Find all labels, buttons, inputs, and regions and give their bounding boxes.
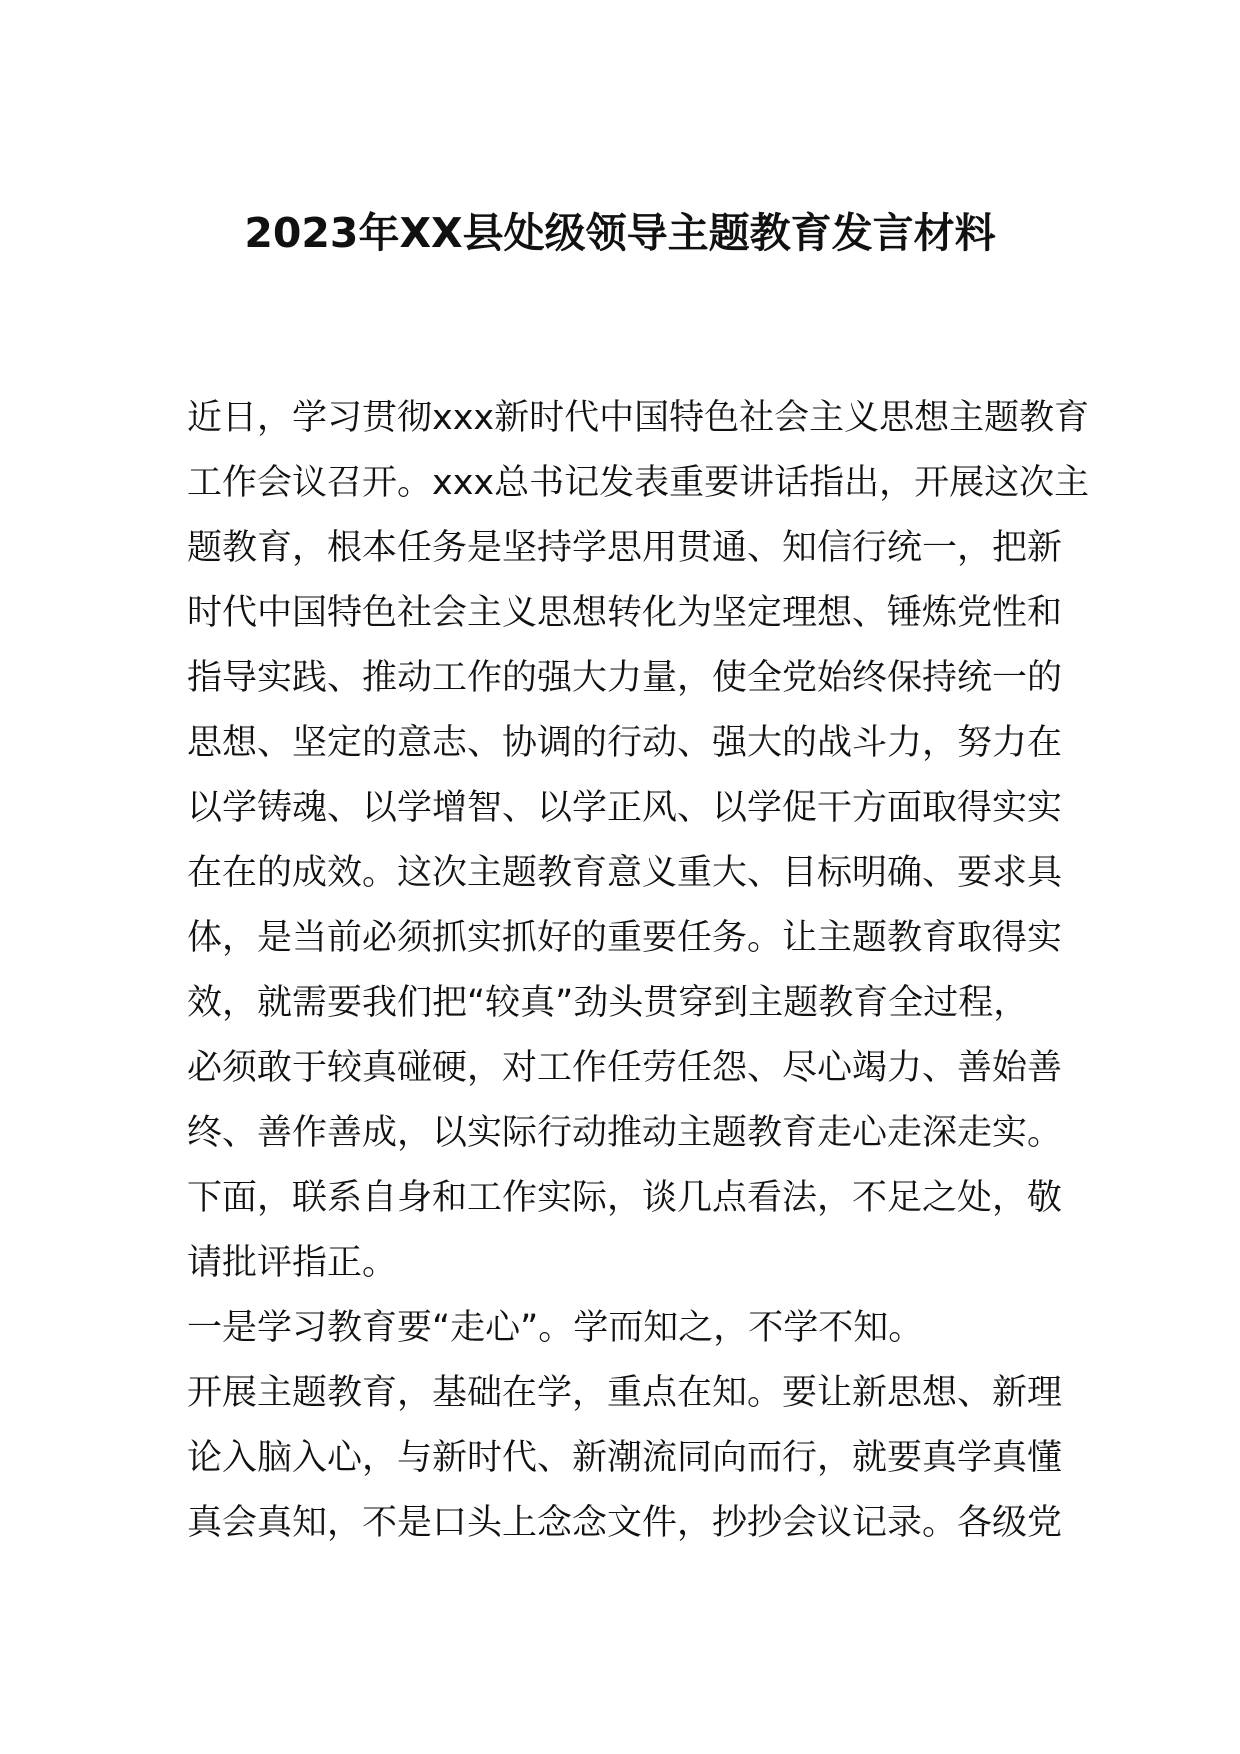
body-line: 效，就需要我们把“较真”劲头贯穿到主题教育全过程，	[187, 983, 1029, 1023]
body-line: 在在的成效。这次主题教育意义重大、目标明确、要求具	[187, 853, 1063, 893]
body-line: 体，是当前必须抓实抓好的重要任务。让主题教育取得实	[187, 918, 1063, 958]
section-heading-line: 一是学习教育要“走心”。学而知之，不学不知。	[187, 1308, 924, 1348]
body-line: 下面，联系自身和工作实际，谈几点看法，不足之处，敬	[187, 1178, 1063, 1218]
body-line: 时代中国特色社会主义思想转化为坚定理想、锤炼党性和	[187, 593, 1063, 633]
body-line: 指导实践、推动工作的强大力量，使全党始终保持统一的	[187, 658, 1063, 698]
body-line: 终、善作善成，以实际行动推动主题教育走心走深走实。	[187, 1113, 1063, 1153]
body-line: 工作会议召开。xxx总书记发表重要讲话指出，开展这次主	[187, 463, 1090, 503]
body-line: 真会真知，不是口头上念念文件，抄抄会议记录。各级党	[187, 1503, 1063, 1543]
body-line: 开展主题教育，基础在学，重点在知。要让新思想、新理	[187, 1373, 1063, 1413]
body-line: 论入脑入心，与新时代、新潮流同向而行，就要真学真懂	[187, 1438, 1063, 1478]
body-line: 必须敢于较真碰硬，对工作任劳任怨、尽心竭力、善始善	[187, 1048, 1063, 1088]
body-line: 近日，学习贯彻xxx新时代中国特色社会主义思想主题教育	[187, 398, 1090, 438]
body-line: 以学铸魂、以学增智、以学正风、以学促干方面取得实实	[187, 788, 1063, 828]
document-body	[187, 386, 1090, 1556]
document-title: 2023年XX县处级领导主题教育发言材料	[244, 209, 996, 257]
body-line: 请批评指正。	[187, 1243, 398, 1283]
body-line: 题教育，根本任务是坚持学思用贯通、知信行统一，把新	[187, 528, 1063, 568]
body-line: 思想、坚定的意志、协调的行动、强大的战斗力，努力在	[187, 723, 1063, 763]
